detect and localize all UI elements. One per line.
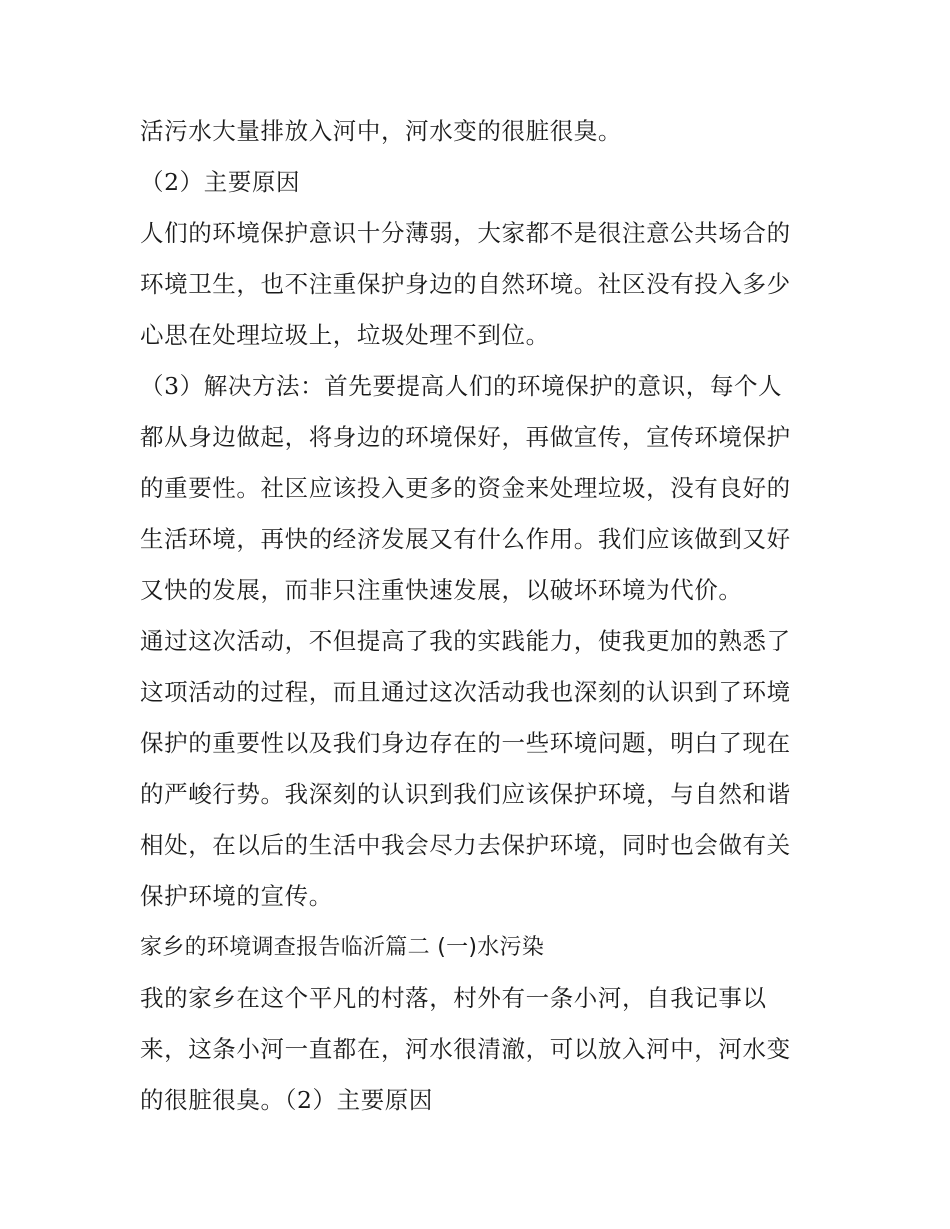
text-line: 的很脏很臭。（2）主要原因 xyxy=(140,1086,434,1114)
text-line: 来，这条小河一直都在，河水很清澈，可以放入河中，河水变 xyxy=(140,1035,791,1063)
document-body xyxy=(140,106,820,1126)
section-label: （2）主要原因 xyxy=(140,168,301,196)
text-line: 心思在处理垃圾上，垃圾处理不到位。 xyxy=(140,321,550,349)
text-line: 的严峻行势。我深刻的认识到我们应该保护环境，与自然和谐 xyxy=(140,780,791,808)
text-line: 我的家乡在这个平凡的村落，村外有一条小河，自我记事以 xyxy=(140,984,767,1012)
text-line: 又快的发展，而非只注重快速发展，以破坏环境为代价。 xyxy=(140,576,743,604)
text-line: 这项活动的过程，而且通过这次活动我也深刻的认识到了环境 xyxy=(140,678,791,706)
text-line: 的重要性。社区应该投入更多的资金来处理垃圾，没有良好的 xyxy=(140,474,791,502)
text-line: 通过这次活动，不但提高了我的实践能力，使我更加的熟悉了 xyxy=(140,627,791,655)
text-line: 保护环境的宣传。 xyxy=(140,882,333,910)
text-line: 活污水大量排放入河中，河水变的很脏很臭。 xyxy=(140,117,622,145)
text-line: （3）解决方法：首先要提高人们的环境保护的意识，每个人 xyxy=(140,372,783,400)
text-line: 相处，在以后的生活中我会尽力去保护环境，同时也会做有关 xyxy=(140,831,791,859)
text-line: 环境卫生，也不注重保护身边的自然环境。社区没有投入多少 xyxy=(140,270,791,298)
text-line: 保护的重要性以及我们身边存在的一些环境问题，明白了现在 xyxy=(140,729,791,757)
text-line: 人们的环境保护意识十分薄弱，大家都不是很注意公共场合的 xyxy=(140,219,791,247)
text-line: 都从身边做起，将身边的环境保好，再做宣传，宣传环境保护 xyxy=(140,423,791,451)
text-line: 生活环境，再快的经济发展又有什么作用。我们应该做到又好 xyxy=(140,525,791,553)
section-heading: 家乡的环境调查报告临沂篇二 (一)水污染 xyxy=(140,935,545,960)
